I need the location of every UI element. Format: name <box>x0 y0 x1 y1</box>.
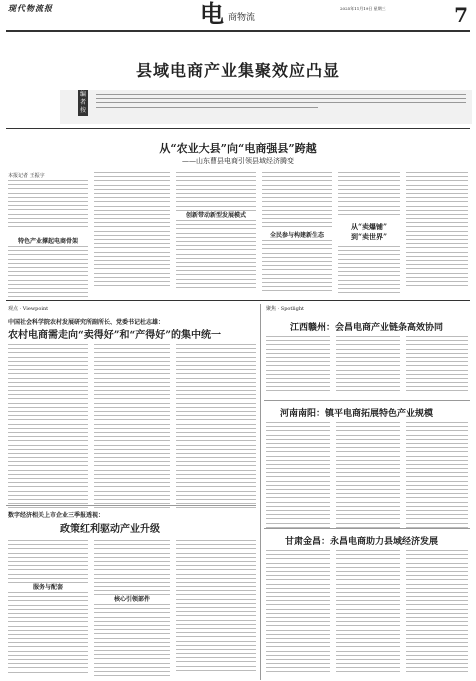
article1-col1b <box>8 246 88 305</box>
summary-text <box>96 94 466 111</box>
article1-col4b <box>262 240 332 294</box>
masthead-name: 现代物流报 <box>8 3 53 13</box>
story2-col1 <box>266 422 330 531</box>
quote-title: 从“卖爆铺” <box>350 222 388 231</box>
rule <box>264 400 470 401</box>
article1-col3b <box>176 220 256 291</box>
section-character: 电 <box>200 0 224 28</box>
article1-col5b <box>338 246 400 296</box>
article1-author: 本报记者 王振宇 <box>8 173 45 179</box>
rule <box>264 528 470 529</box>
story3-col2 <box>336 550 400 676</box>
rule <box>6 505 256 506</box>
viewpoint-kicker: 中国社会科学院农村发展研究所副所长、党委书记杜志雄： <box>8 319 165 326</box>
viewpoint-col1 <box>8 344 88 512</box>
rule <box>6 128 470 129</box>
section-name: 商物流 <box>228 13 256 23</box>
policy-col2b <box>94 604 170 679</box>
story1-col1 <box>266 336 330 395</box>
sub-heading-2: 创新带动新型发展模式 <box>185 212 246 219</box>
policy-col1 <box>8 540 88 586</box>
sub-heading-1: 特色产业撑起电商骨架 <box>17 238 78 245</box>
article1-col3 <box>176 172 256 214</box>
viewpoint-col3 <box>176 344 256 512</box>
story3-col3 <box>406 550 468 676</box>
article1-col4 <box>262 172 332 231</box>
story2-col3 <box>406 422 468 531</box>
story1-col3 <box>406 336 468 395</box>
masthead-rule <box>6 30 470 32</box>
lead-headline: 县域电商产业集聚效应凸显 <box>135 61 340 80</box>
spotlight-story2-title: 河南南阳：镇平电商拓展特色产业规模 <box>280 409 434 419</box>
column-divider <box>260 304 261 680</box>
article1-subtitle: ——山东曹县电商引领县域经济腾变 <box>182 157 294 165</box>
article1-title: 从“农业大县”向“电商强县”跨越 <box>159 142 317 155</box>
policy-title: 政策红利驱动产业升级 <box>60 524 160 535</box>
viewpoint-col2 <box>94 344 170 512</box>
page-number: 7 <box>454 3 468 27</box>
policy-kicker: 数字经济相关上市企业三季报透视： <box>8 512 105 519</box>
summary-label: 编者按 <box>79 91 86 114</box>
article1-col5 <box>338 172 400 218</box>
issue-info: 2025年11月19日 星期三 <box>340 6 386 11</box>
policy-col1b <box>8 592 88 676</box>
spotlight-story1-title: 江西赣州：会昌电商产业链条高效协同 <box>290 323 444 333</box>
story3-col1 <box>266 550 330 676</box>
rule <box>6 300 470 301</box>
policy-col2 <box>94 540 170 599</box>
quote-subtitle: 到“卖世界” <box>350 232 388 241</box>
policy-sub-heading-1: 服务与配套 <box>32 584 63 591</box>
article1-col2 <box>94 172 170 289</box>
article1-col1 <box>8 180 88 230</box>
spotlight-column-label: 聚焦 · Spotlight <box>266 306 305 312</box>
story1-col2 <box>336 336 400 395</box>
policy-sub-heading-2: 核心引领部件 <box>113 596 150 603</box>
article1-col6 <box>406 172 468 289</box>
spotlight-story3-title: 甘肃金昌：永昌电商助力县域经济发展 <box>285 537 439 547</box>
policy-col3 <box>176 540 256 674</box>
viewpoint-column-label: 观点 · Viewpoint <box>8 306 49 312</box>
viewpoint-title: 农村电商需走向“卖得好”和“产得好”的集中统一 <box>8 330 222 341</box>
story2-col2 <box>336 422 400 531</box>
sub-heading-3: 全民参与构建新生态 <box>269 232 324 239</box>
